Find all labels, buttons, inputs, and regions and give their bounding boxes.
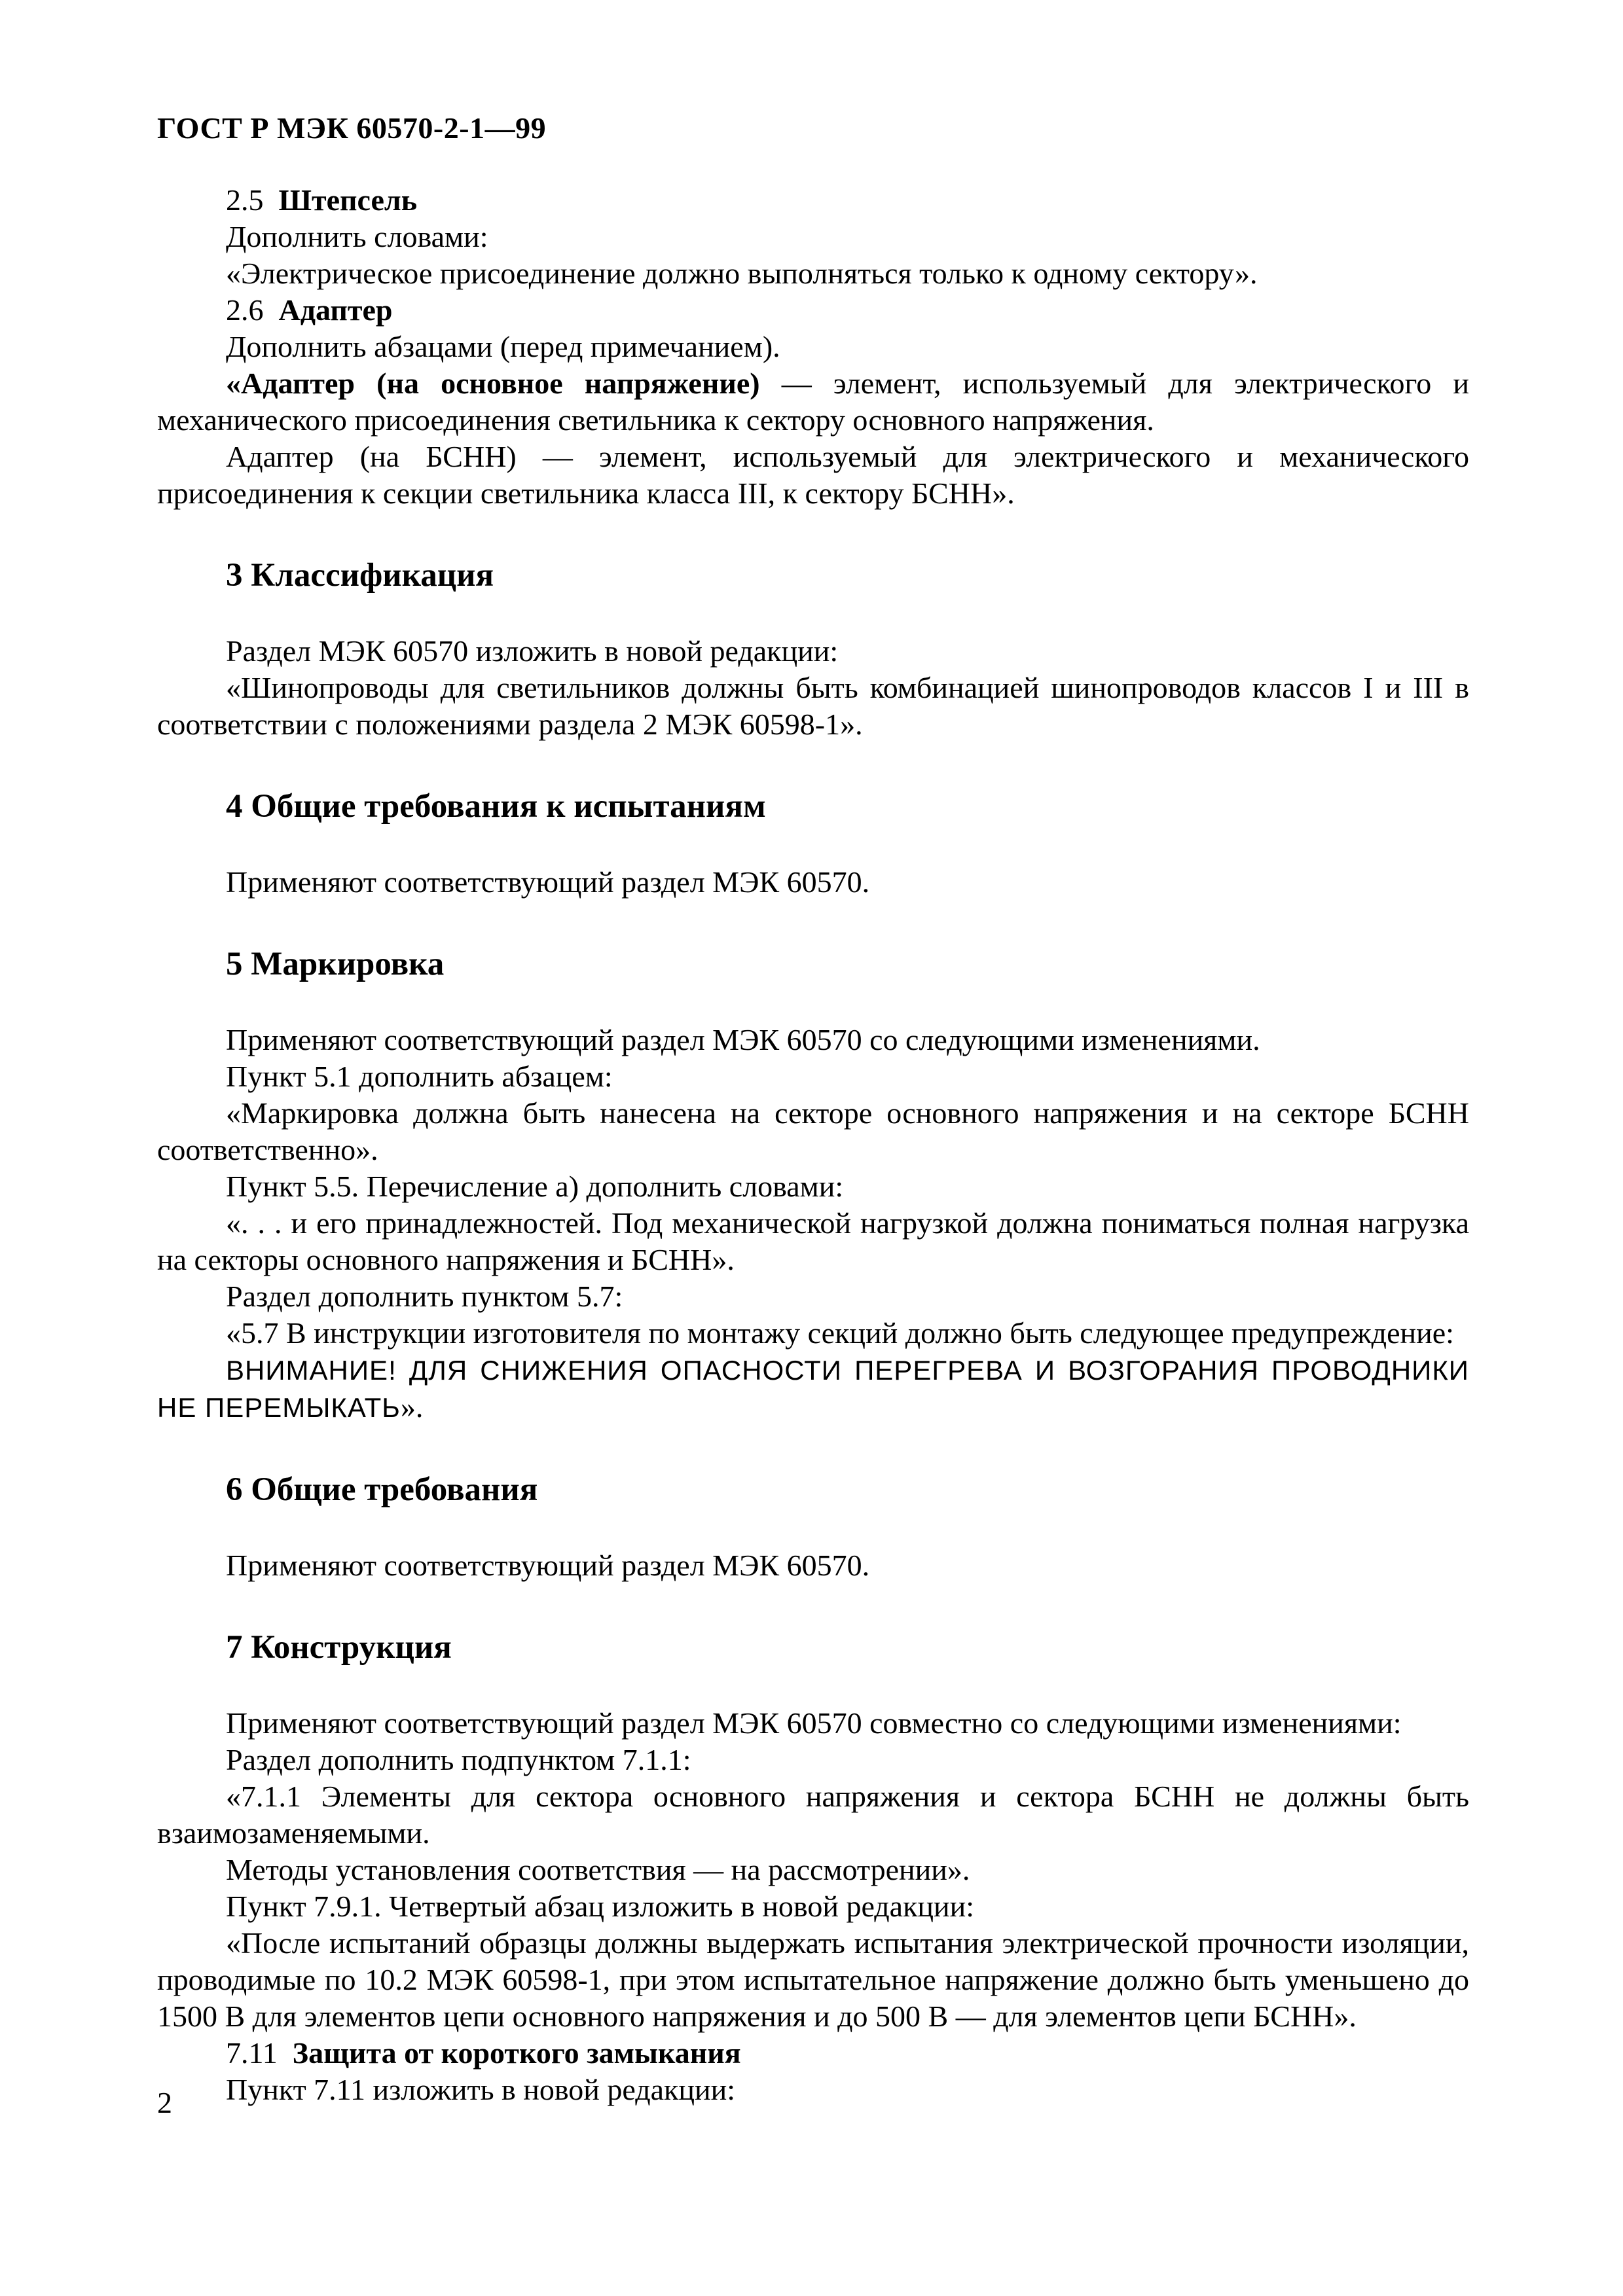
page-number: 2 <box>157 2086 172 2119</box>
paragraph: «Маркировка должна быть нанесена на секторе основного напряжения и на секторе БСНН соответственно». <box>157 1096 1469 1166</box>
section-7-heading: 7 Конструкция <box>226 1629 452 1666</box>
clause-title: Адаптер <box>278 293 393 327</box>
document-body <box>157 182 1469 2108</box>
paragraph: «Шинопроводы для светильников должны быть комбинацией шинопроводов классов I и III в соответствии с положениями раздела 2 МЭК 60598-1». <box>157 671 1469 741</box>
paragraph: Пункт 7.9.1. Четвертый абзац изложить в новой редакции: <box>226 1890 975 1923</box>
clause-2-6-heading <box>157 292 1469 329</box>
page-header: ГОСТ Р МЭК 60570-2-1—99 <box>157 111 547 145</box>
paragraph: Пункт 7.11 изложить в новой редакции: <box>226 2073 736 2106</box>
paragraph: Дополнить словами: <box>226 220 488 253</box>
paragraph: Пункт 5.5. Перечисление а) дополнить словами: <box>226 1170 844 1203</box>
definition-text: — элемент, используемый для электрического и механического присоединения светильника к сектору основного напряжения. <box>157 367 1469 437</box>
warning-paragraph <box>157 1352 1469 1426</box>
paragraph: Применяют соответствующий раздел МЭК 60570 совместно со следующими изменениями: <box>226 1706 1402 1740</box>
paragraph: Дополнить абзацами (перед примечанием). <box>226 330 780 363</box>
paragraph: Раздел МЭК 60570 изложить в новой редакции: <box>226 634 839 668</box>
section-6-heading: 6 Общие требования <box>226 1471 538 1508</box>
paragraph: «7.1.1 Элементы для сектора основного напряжения и сектора БСНН не должны быть взаимозаменяемыми. <box>157 1780 1469 1850</box>
clause-2-5-heading <box>157 182 1469 219</box>
paragraph: Применяют соответствующий раздел МЭК 60570. <box>226 865 870 899</box>
section-5-heading: 5 Маркировка <box>226 946 445 982</box>
paragraph: «Электрическое присоединение должно выполняться только к одному сектору». <box>226 257 1258 290</box>
defined-term: «Адаптер (на основное напряжение) <box>226 367 760 400</box>
clause-title: Защита от короткого замыкания <box>292 2036 741 2070</box>
paragraph: «После испытаний образцы должны выдержать испытания электрической прочности изоляции, проводимые по 10.2 МЭК 60598-1, при этом испытательное напряжение должно быть уменьшено до 1500 В для элементов цепи основного напряжения и до 500 В — для элементов цепи БСНН». <box>157 1926 1469 2033</box>
clause-number: 2.5 <box>226 183 264 217</box>
warning-text: ВНИМАНИЕ! ДЛЯ СНИЖЕНИЯ ОПАСНОСТИ ПЕРЕГРЕВА И ВОЗГОРАНИЯ ПРОВОДНИКИ НЕ ПЕРЕМЫКАТЬ <box>157 1355 1469 1423</box>
section-3-heading: 3 Классификация <box>226 557 494 594</box>
clause-number: 2.6 <box>226 293 264 327</box>
paragraph: Раздел дополнить подпунктом 7.1.1: <box>226 1743 691 1776</box>
paragraph: Применяют соответствующий раздел МЭК 60570 со следующими изменениями. <box>226 1023 1260 1056</box>
paragraph <box>157 365 1469 439</box>
paragraph: Адаптер (на БСНН) — элемент, используемый для электрического и механического присоединения к секции светильника класса III, к сектору БСНН». <box>157 440 1469 510</box>
paragraph: Применяют соответствующий раздел МЭК 60570. <box>226 1549 870 1582</box>
paragraph: «. . . и его принадлежностей. Под механической нагрузкой должна пониматься полная нагрузка на секторы основного напряжения и БСНН». <box>157 1206 1469 1276</box>
paragraph: Раздел дополнить пунктом 5.7: <box>226 1280 623 1313</box>
warning-tail: ». <box>400 1390 424 1424</box>
paragraph: «5.7 В инструкции изготовителя по монтажу секций должно быть следующее предупреждение: <box>226 1316 1454 1350</box>
clause-number: 7.11 <box>226 2036 278 2070</box>
paragraph: Методы установления соответствия — на рассмотрении». <box>226 1853 970 1886</box>
clause-title: Штепсель <box>278 183 418 217</box>
section-4-heading: 4 Общие требования к испытаниям <box>226 788 766 825</box>
paragraph: Пункт 5.1 дополнить абзацем: <box>226 1060 613 1093</box>
clause-7-11-heading <box>157 2035 1469 2072</box>
